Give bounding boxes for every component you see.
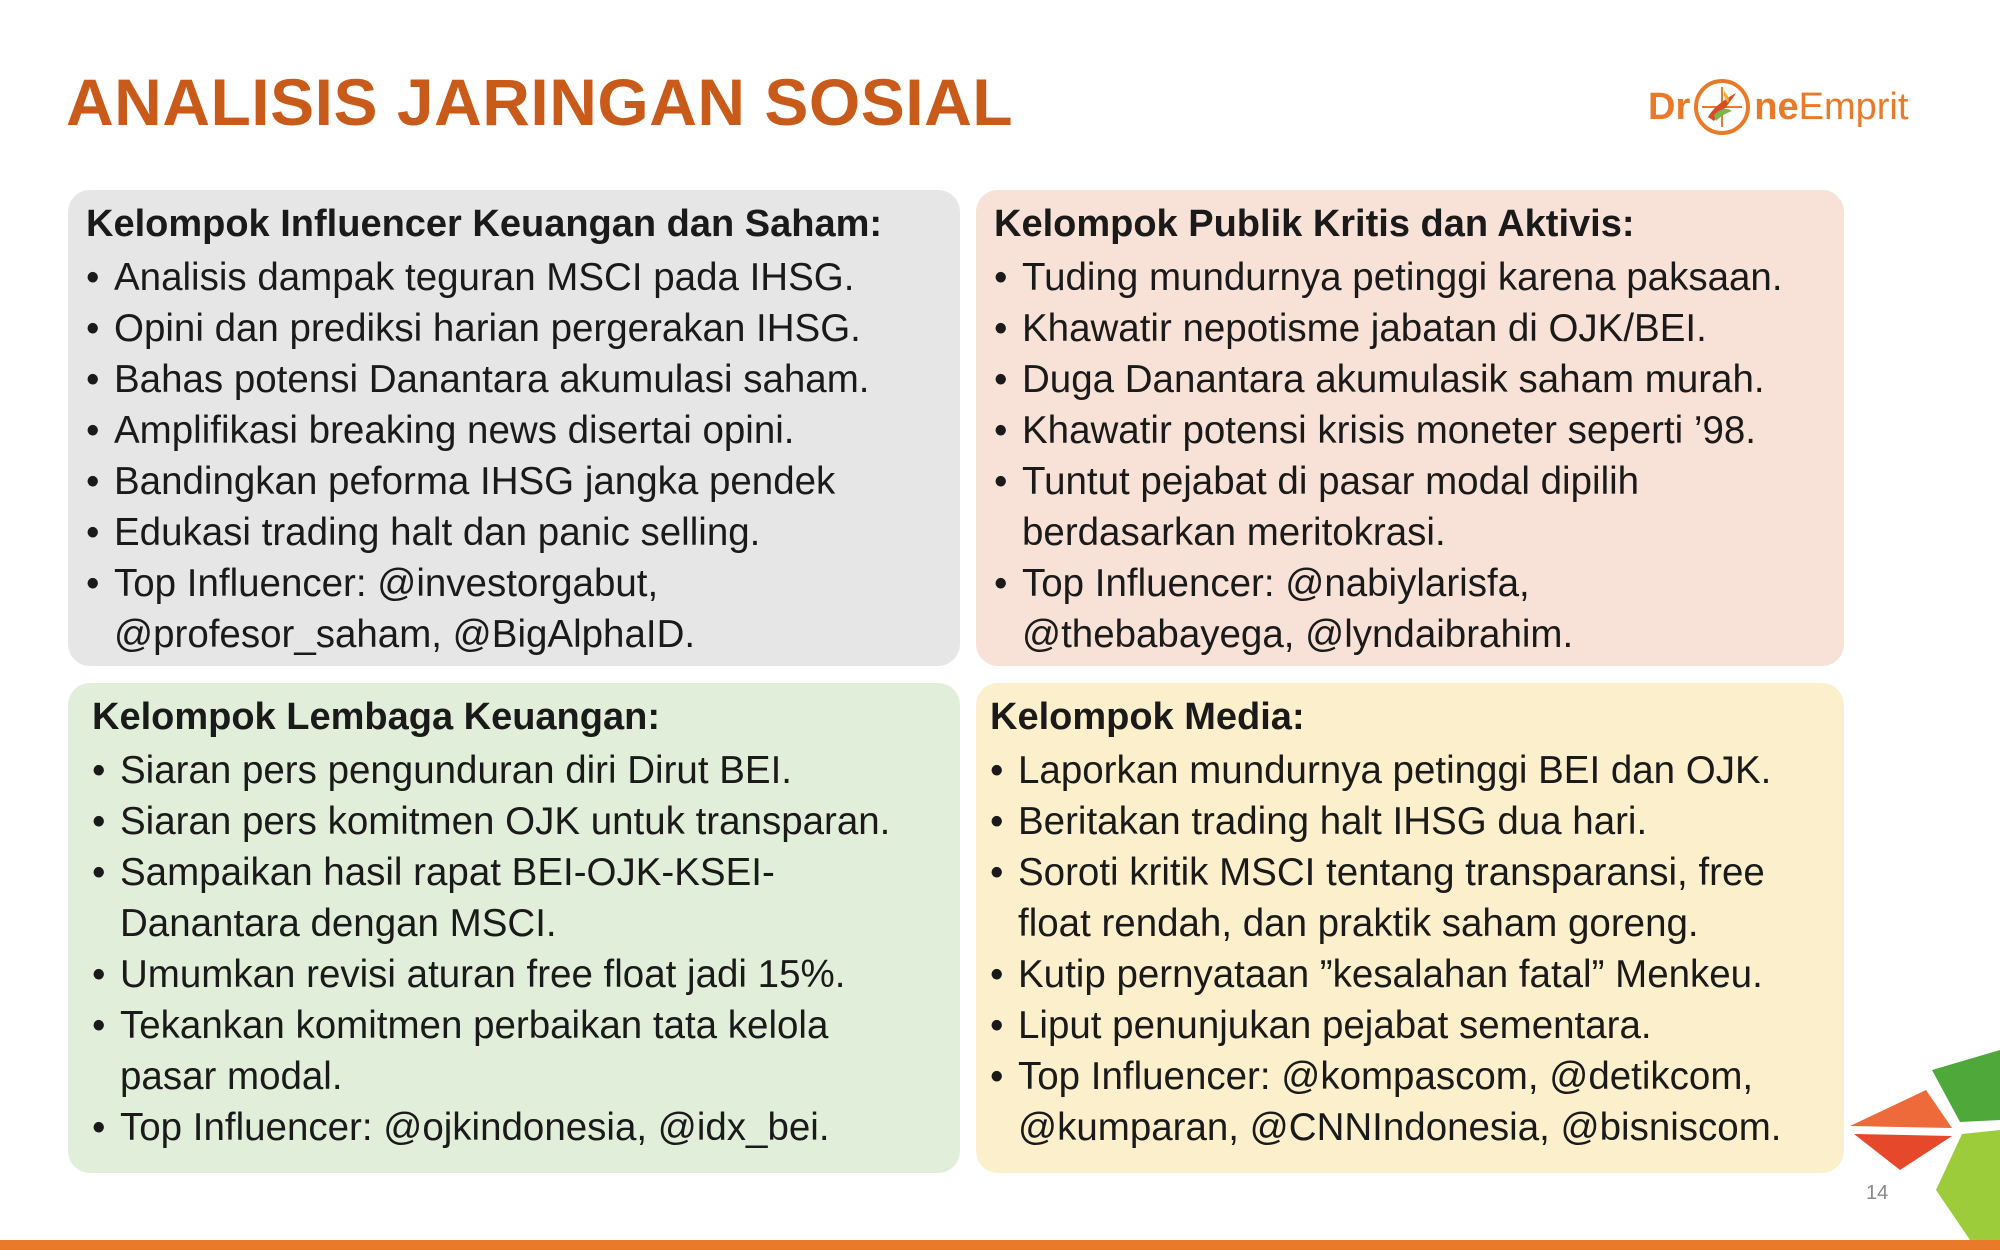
bullet: • [86, 409, 100, 452]
list-item: • Amplifikasi breaking news disertai opini. [86, 405, 946, 456]
bullet: • [990, 800, 1004, 843]
logo-text-bold: ne [1754, 85, 1799, 128]
bullet: • [994, 307, 1008, 350]
bottom-accent-bar [0, 1240, 2000, 1250]
bullet: • [92, 1004, 106, 1047]
page-number: 14 [1866, 1182, 1889, 1204]
page-title: ANALISIS JARINGAN SOSIAL [66, 65, 1014, 139]
bullet: • [86, 256, 100, 299]
list-item: • Beritakan trading halt IHSG dua hari. [990, 796, 1830, 847]
bullet: • [990, 1004, 1004, 1047]
group-point-list [994, 252, 1830, 660]
list-item: • Sampaikan hasil rapat BEI-OJK-KSEI- Danantara dengan MSCI. [92, 847, 946, 949]
list-item: • Opini dan prediksi harian pergerakan IHSG. [86, 303, 946, 354]
corner-leaf-decoration [1840, 1050, 2000, 1240]
list-item: • Top Influencer: @ojkindonesia, @idx_bei. [92, 1102, 946, 1153]
list-item: • Soroti kritik MSCI tentang transparansi, free float rendah, dan praktik saham goreng. [990, 847, 1830, 949]
list-item: • Tuntut pejabat di pasar modal dipilih berdasarkan meritokrasi. [994, 456, 1830, 558]
drone-bird-logo-icon [1692, 77, 1752, 137]
list-item: • Siaran pers komitmen OJK untuk transparan. [92, 796, 946, 847]
group-title: Kelompok Media: [990, 696, 1305, 738]
list-item: • Analisis dampak teguran MSCI pada IHSG. [86, 252, 946, 303]
bullet: • [86, 511, 100, 554]
logo-text-light: Emprit [1798, 85, 1909, 128]
bullet: • [994, 562, 1008, 605]
list-item: • Bahas potensi Danantara akumulasi saham. [86, 354, 946, 405]
bullet: • [990, 1055, 1004, 1098]
bullet: • [92, 851, 106, 894]
bullet: • [990, 953, 1004, 996]
bullet: • [86, 307, 100, 350]
bullet: • [990, 749, 1004, 792]
list-item: • Tuding mundurnya petinggi karena paksaan. [994, 252, 1830, 303]
media-group-box [976, 683, 1844, 1173]
list-item: • Top Influencer: @investorgabut, @profesor_saham, @BigAlphaID. [86, 558, 946, 660]
bullet: • [994, 358, 1008, 401]
bullet: • [994, 256, 1008, 299]
bullet: • [994, 409, 1008, 452]
list-item: • Liput penunjukan pejabat sementara. [990, 1000, 1830, 1051]
list-item: • Siaran pers pengunduran diri Dirut BEI. [92, 745, 946, 796]
list-item: • Top Influencer: @kompascom, @detikcom, @kumparan, @CNNIndonesia, @bisniscom. [990, 1051, 1830, 1153]
bullet: • [86, 358, 100, 401]
bullet: • [92, 749, 106, 792]
list-item: • Bandingkan peforma IHSG jangka pendek [86, 456, 946, 507]
group-point-list [990, 745, 1830, 1153]
list-item: • Umumkan revisi aturan free float jadi 15%. [92, 949, 946, 1000]
group-title: Kelompok Influencer Keuangan dan Saham: [86, 203, 883, 245]
list-item: • Tekankan komitmen perbaikan tata kelola pasar modal. [92, 1000, 946, 1102]
drone-emprit-logo [1648, 72, 1908, 142]
group-point-list [92, 745, 946, 1153]
bullet: • [92, 953, 106, 996]
list-item: • Edukasi trading halt dan panic selling. [86, 507, 946, 558]
bullet: • [92, 800, 106, 843]
influencer-finance-group-box [68, 190, 960, 666]
list-item: • Khawatir potensi krisis moneter seperti ’98. [994, 405, 1830, 456]
logo-text-prefix: Dr [1648, 85, 1691, 128]
financial-institution-group-box [68, 683, 960, 1173]
bullet: • [994, 460, 1008, 503]
list-item: • Khawatir nepotisme jabatan di OJK/BEI. [994, 303, 1830, 354]
bullet: • [86, 460, 100, 503]
bullet: • [92, 1106, 106, 1149]
list-item: • Duga Danantara akumulasik saham murah. [994, 354, 1830, 405]
list-item: • Laporkan mundurnya petinggi BEI dan OJK. [990, 745, 1830, 796]
group-title: Kelompok Lembaga Keuangan: [92, 696, 660, 738]
list-item: • Top Influencer: @nabiylarisfa, @thebabayega, @lyndaibrahim. [994, 558, 1830, 660]
group-title: Kelompok Publik Kritis dan Aktivis: [994, 203, 1635, 245]
critical-public-activist-group-box [976, 190, 1844, 666]
bullet: • [990, 851, 1004, 894]
list-item: • Kutip pernyataan ”kesalahan fatal” Menkeu. [990, 949, 1830, 1000]
bullet: • [86, 562, 100, 605]
group-point-list [86, 252, 946, 660]
